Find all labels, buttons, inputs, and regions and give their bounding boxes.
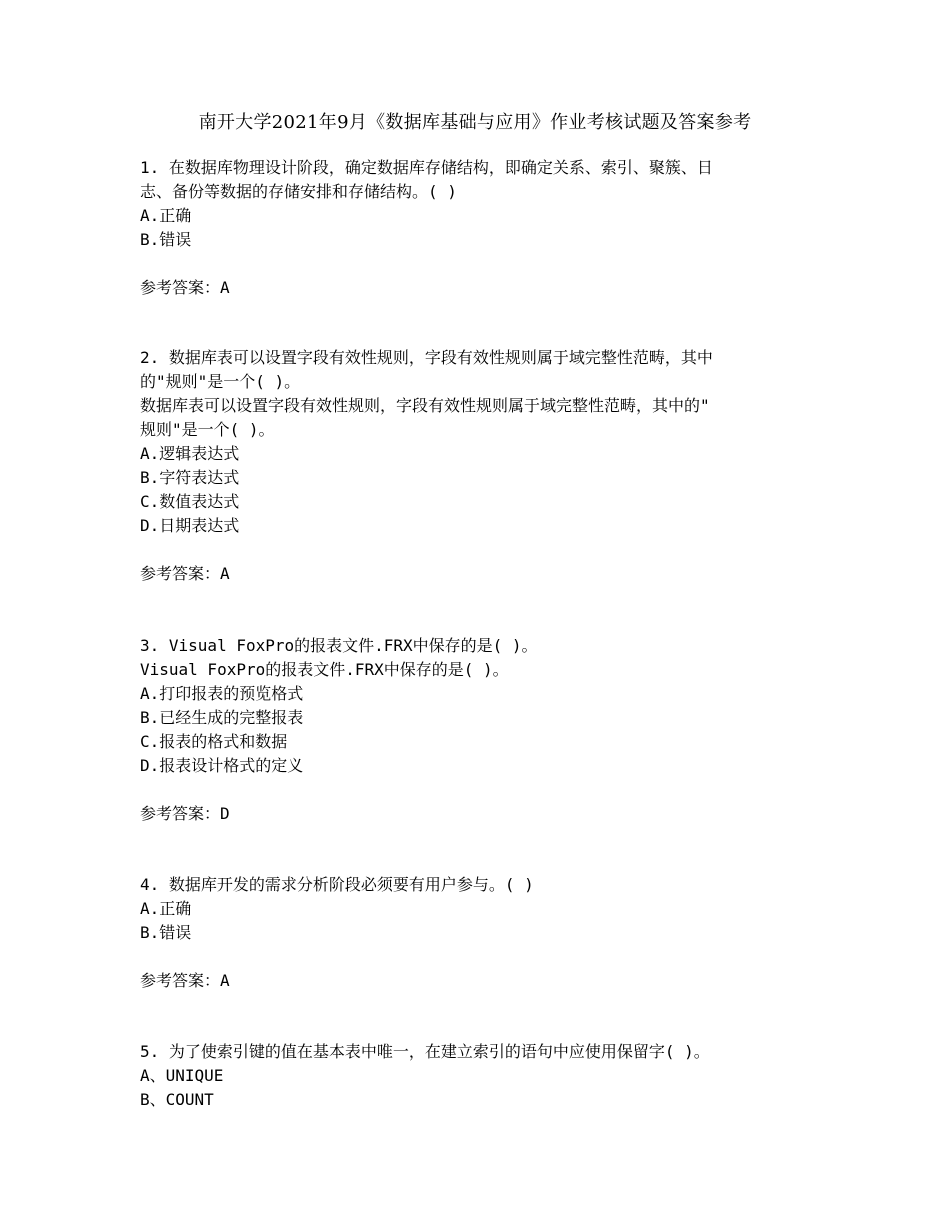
option-a: A.逻辑表达式 bbox=[140, 444, 240, 463]
question-text: 1. 在数据库物理设计阶段，确定数据库存储结构，即确定关系、索引、聚簇、日 bbox=[140, 158, 713, 177]
question-text: 规则"是一个( )。 bbox=[140, 420, 275, 439]
option-a: A、UNIQUE bbox=[140, 1066, 224, 1085]
answer-line: 参考答案：A bbox=[140, 278, 230, 297]
question-text: 志、备份等数据的存储安排和存储结构。( ) bbox=[140, 182, 457, 201]
option-a: A.正确 bbox=[140, 899, 192, 918]
question-2 bbox=[140, 346, 810, 586]
answer-line: 参考答案：A bbox=[140, 564, 230, 583]
question-4 bbox=[140, 873, 810, 993]
question-1 bbox=[140, 156, 810, 300]
option-b: B.字符表达式 bbox=[140, 468, 240, 487]
question-text: 数据库表可以设置字段有效性规则，字段有效性规则属于域完整性范畴，其中的" bbox=[140, 396, 710, 415]
question-text: 3. Visual FoxPro的报表文件.FRX中保存的是( )。 bbox=[140, 636, 538, 655]
option-b: B.错误 bbox=[140, 230, 192, 249]
option-a: A.正确 bbox=[140, 206, 192, 225]
answer-line: 参考答案：A bbox=[140, 971, 230, 990]
option-d: D.日期表达式 bbox=[140, 516, 240, 535]
answer-line: 参考答案：D bbox=[140, 804, 230, 823]
option-c: C.数值表达式 bbox=[140, 492, 240, 511]
question-text: 2. 数据库表可以设置字段有效性规则，字段有效性规则属于域完整性范畴，其中 bbox=[140, 348, 713, 367]
option-c: C.报表的格式和数据 bbox=[140, 732, 288, 751]
question-text: 的"规则"是一个( )。 bbox=[140, 372, 301, 391]
question-3 bbox=[140, 634, 810, 826]
question-text: 5. 为了使索引键的值在基本表中唯一，在建立索引的语句中应使用保留字( )。 bbox=[140, 1042, 710, 1061]
document-title: 南开大学2021年9月《数据库基础与应用》作业考核试题及答案参考 bbox=[198, 112, 752, 133]
question-text: Visual FoxPro的报表文件.FRX中保存的是( )。 bbox=[140, 660, 509, 679]
option-b: B、COUNT bbox=[140, 1090, 214, 1109]
option-d: D.报表设计格式的定义 bbox=[140, 756, 304, 775]
option-b: B.错误 bbox=[140, 923, 192, 942]
option-a: A.打印报表的预览格式 bbox=[140, 684, 304, 703]
question-text: 4. 数据库开发的需求分析阶段必须要有用户参与。( ) bbox=[140, 875, 534, 894]
question-5 bbox=[140, 1040, 810, 1112]
option-b: B.已经生成的完整报表 bbox=[140, 708, 304, 727]
